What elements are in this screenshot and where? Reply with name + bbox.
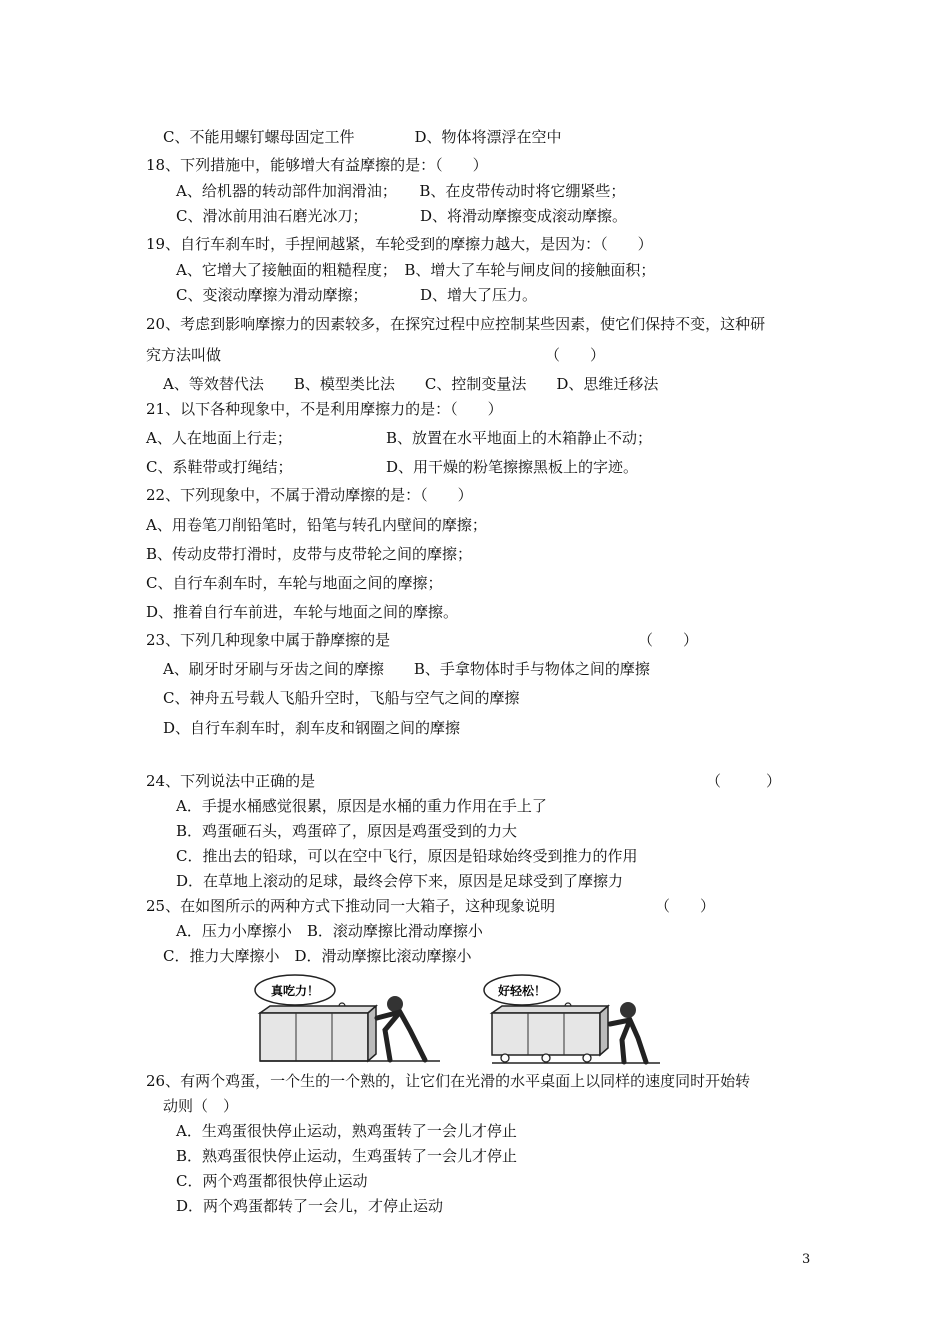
q25-answer-blank: （ ）	[655, 897, 716, 915]
page-number: 3	[802, 1252, 811, 1267]
q19-option-ab: A、它增大了接触面的粗糙程度； B、增大了车轮与闸皮间的接触面积；	[176, 261, 656, 279]
bubble-right-text: 好轻松！	[497, 984, 547, 998]
q19-option-cd: C、变滚动摩擦为滑动摩擦； D、增大了压力。	[176, 286, 538, 304]
q21-option-c: C、系鞋带或打绳结；	[146, 458, 293, 476]
q25-stem: 25、在如图所示的两种方式下推动同一大箱子，这种现象说明	[146, 897, 556, 915]
bubble-left-text: 真吃力！	[270, 984, 320, 998]
q24-stem: 24、下列说法中正确的是	[146, 772, 316, 790]
q19-stem: 19、自行车刹车时，手捏闸越紧，车轮受到的摩擦力越大，是因为：（ ）	[146, 235, 653, 253]
rolling-box-scene	[484, 975, 660, 1063]
q26-option-b: B．熟鸡蛋很快停止运动，生鸡蛋转了一会儿才停止	[176, 1147, 518, 1165]
q24-option-b: B．鸡蛋砸石头，鸡蛋碎了，原因是鸡蛋受到的力大	[176, 822, 518, 840]
q24-option-d: D．在草地上滚动的足球，最终会停下来，原因是足球受到了摩擦力	[176, 872, 624, 890]
q26-option-d: D．两个鸡蛋都转了一会儿，才停止运动	[176, 1197, 444, 1215]
q24-option-c: C．推出去的铅球，可以在空中飞行，原因是铅球始终受到推力的作用	[176, 847, 638, 865]
q18-option-ab: A、给机器的转动部件加润滑油； B、在皮带传动时将它绷紧些；	[176, 182, 626, 200]
q21-option-d: D、用干燥的粉笔擦擦黑板上的字迹。	[386, 458, 639, 476]
q26-option-c: C．两个鸡蛋都很快停止运动	[176, 1172, 368, 1190]
q20-options: A、等效替代法 B、模型类比法 C、控制变量法 D、思维迁移法	[163, 375, 659, 393]
q18-stem: 18、下列措施中，能够增大有益摩擦的是：（ ）	[146, 156, 488, 174]
q26-stem-cont: 动则（ ）	[163, 1097, 239, 1115]
q22-option-a: A、用卷笔刀削铅笔时，铅笔与转孔内壁间的摩擦；	[146, 516, 487, 534]
q18-option-cd: C、滑冰前用油石磨光冰刀； D、将滑动摩擦变成滚动摩擦。	[176, 207, 628, 225]
q17-option-cd: C、不能用螺钉螺母固定工件 D、物体将漂浮在空中	[163, 128, 562, 146]
sliding-box-scene	[255, 975, 440, 1061]
q25-option-cd: C．推力大摩擦小 D．滑动摩擦比滚动摩擦小	[163, 947, 472, 965]
q20-answer-blank: （ ）	[545, 346, 606, 364]
pushing-box-figure	[250, 968, 670, 1068]
q25-option-ab: A．压力小摩擦小 B．滚动摩擦比滑动摩擦小	[176, 922, 483, 940]
q21-option-a: A、人在地面上行走；	[146, 429, 292, 447]
q23-option-ab: A、刷牙时牙刷与牙齿之间的摩擦 B、手拿物体时手与物体之间的摩擦	[163, 660, 650, 678]
q20-stem: 20、考虑到影响摩擦力的因素较多，在探究过程中应控制某些因素，使它们保持不变，这种研	[146, 315, 766, 333]
q24-answer-blank: （ ）	[706, 772, 782, 790]
q20-stem-cont: 究方法叫做	[146, 346, 222, 364]
q22-stem: 22、下列现象中，不属于滑动摩擦的是：（ ）	[146, 486, 473, 504]
q26-option-a: A．生鸡蛋很快停止运动，熟鸡蛋转了一会儿才停止	[176, 1122, 517, 1140]
q26-stem: 26、有两个鸡蛋，一个生的一个熟的，让它们在光滑的水平桌面上以同样的速度同时开始转	[146, 1072, 751, 1090]
q22-option-c: C、自行车刹车时，车轮与地面之间的摩擦；	[146, 574, 443, 592]
q21-option-b: B、放置在水平地面上的木箱静止不动；	[386, 429, 653, 447]
q24-option-a: A．手提水桶感觉很累，原因是水桶的重力作用在手上了	[176, 797, 547, 815]
q21-stem: 21、以下各种现象中，不是利用摩擦力的是：（ ）	[146, 400, 503, 418]
q23-option-d: D、自行车刹车时，刹车皮和钢圈之间的摩擦	[163, 719, 461, 737]
q23-answer-blank: （ ）	[638, 631, 699, 649]
q22-option-d: D、推着自行车前进，车轮与地面之间的摩擦。	[146, 603, 459, 621]
q22-option-b: B、传动皮带打滑时，皮带与皮带轮之间的摩擦；	[146, 545, 473, 563]
q23-option-c: C、神舟五号载人飞船升空时，飞船与空气之间的摩擦	[163, 689, 520, 707]
q23-stem: 23、下列几种现象中属于静摩擦的是	[146, 631, 391, 649]
